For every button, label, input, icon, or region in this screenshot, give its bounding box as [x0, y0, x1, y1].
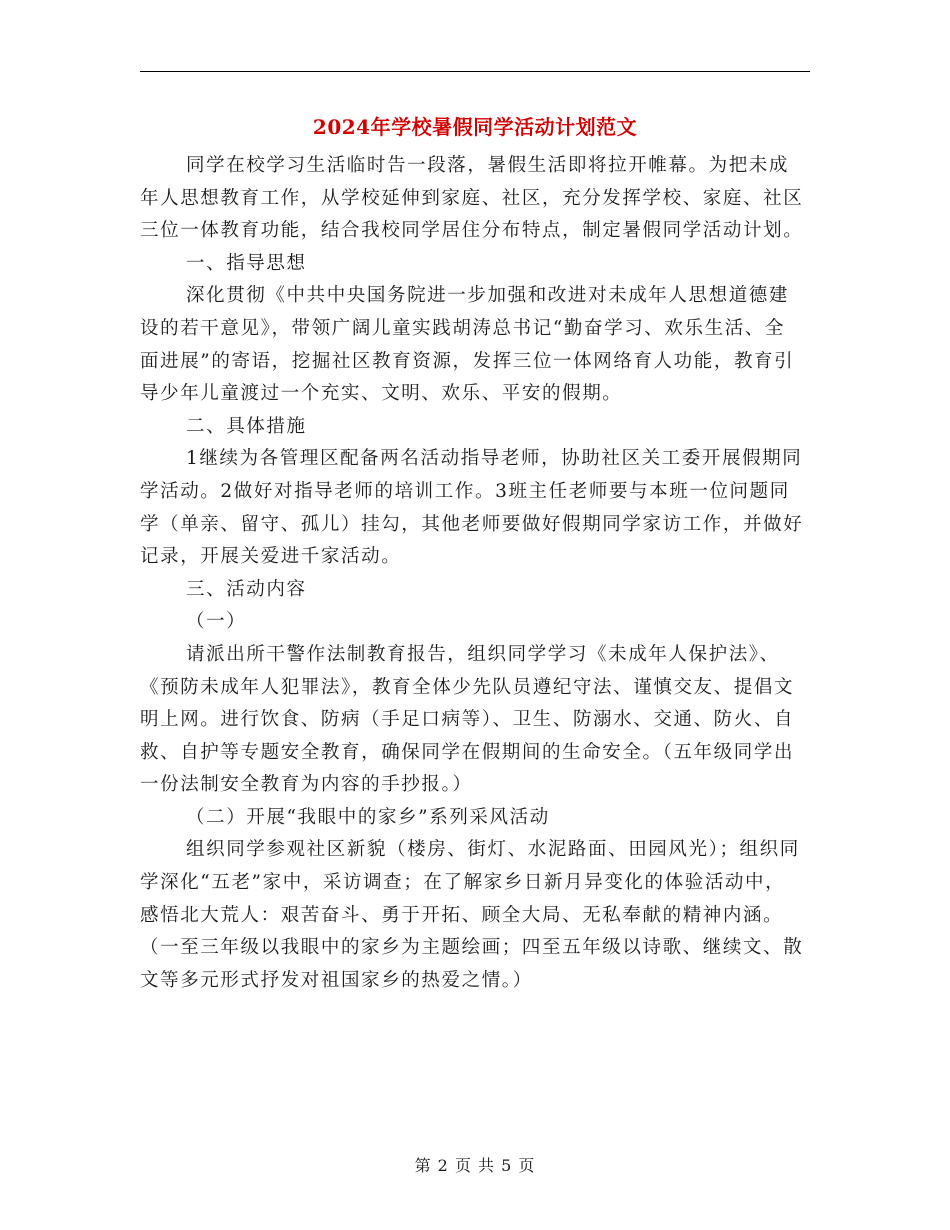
paragraph-activity-2: 组织同学参观社区新貌（楼房、街灯、水泥路面、田园风光）；组织同学深化“五老”家中，采访调查；在了解家乡日新月异变化的体验活动中，感悟北大荒人：艰苦奋斗、勇于开拓、顾全大局、无私奉献的精神内涵。（一至三年级以我眼中的家乡为主题绘画；四至五年级以诗歌、继续文、散文等多元形式抒发对祖国家乡的热爱之情。） — [140, 839, 804, 991]
paragraph-activity-1: 请派出所干警作法制教育报告，组织同学学习《未成年人保护法》、《预防未成年人犯罪法》，教育全体少先队员遵纪守法、谨慎交友、提倡文明上网。进行饮食、防病（手足口病等）、卫生、防溺水、交通、防火、自救、自护等专题安全教育，确保同学在假期间的生命安全。（五年级同学出一份法制安全教育为内容的手抄报。） — [140, 643, 795, 796]
document-body — [140, 150, 805, 997]
section-heading-guiding-thought: 一、指导思想 — [186, 252, 307, 274]
page-number: 第 2 页 共 5 页 — [414, 1156, 536, 1175]
document-title: 2024年学校暑假同学活动计划范文 — [312, 115, 638, 139]
paragraph-intro: 同学在校学习生活临时告一段落，暑假生活即将拉开帷幕。为把未成年人思想教育工作，从学校延伸到家庭、社区，充分发挥学校、家庭、社区三位一体教育功能，结合我校同学居住分布特点，制定暑假同学活动计划。 — [140, 155, 804, 242]
paragraph-measures: 1继续为各管理区配备两名活动指导老师，协助社区关工委开展假期同学活动。2做好对指导老师的培训工作。3班主任老师要与本班一位问题同学（单亲、留守、孤儿）挂勾，其他老师要做好假期同学家访工作，并做好记录，开展关爱进千家活动。 — [140, 448, 804, 568]
section-heading-measures: 二、具体措施 — [186, 415, 307, 437]
subsection-heading-2: （二）开展“我眼中的家乡”系列采风活动 — [186, 806, 550, 828]
header-rule — [140, 71, 810, 72]
section-heading-activities: 三、活动内容 — [186, 578, 307, 600]
subsection-heading-1: （一） — [186, 611, 247, 633]
paragraph-guiding-thought: 深化贯彻《中共中央国务院进一步加强和改进对未成年人思想道德建设的若干意见》，带领广阔儿童实践胡涛总书记“勤奋学习、欢乐生活、全面进展”的寄语，挖掘社区教育资源，发挥三位一体网络育人功能，教育引导少年儿童渡过一个充实、文明、欢乐、平安的假期。 — [140, 285, 795, 405]
